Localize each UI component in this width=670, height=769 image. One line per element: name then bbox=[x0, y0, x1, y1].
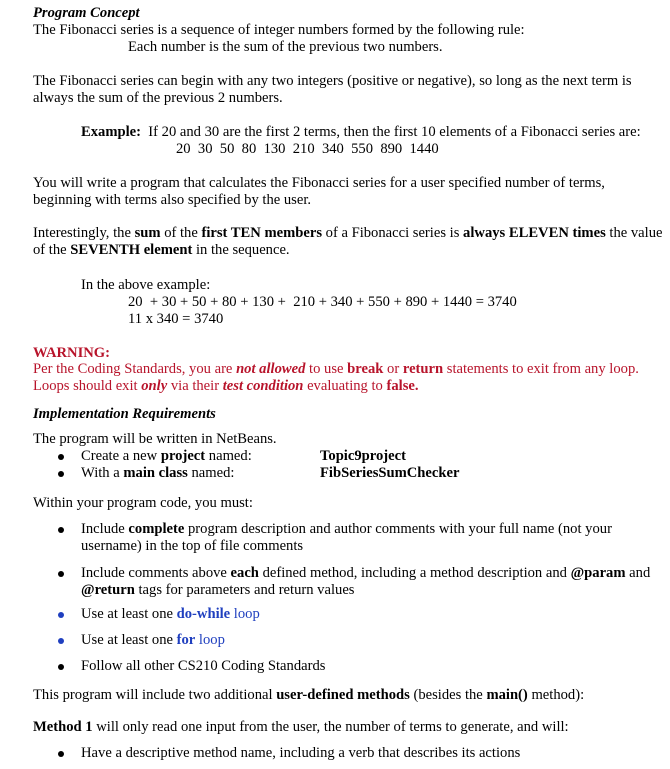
example-text: If 20 and 30 are the first 2 terms, then the first 10 elements of a Fibonacci series are: bbox=[148, 124, 641, 140]
example-series: 20 30 50 80 130 210 340 550 890 1440 bbox=[176, 141, 439, 157]
warning-title: WARNING: bbox=[33, 345, 111, 361]
warning-line-2: Loops should exit only via their test condition evaluating to false. bbox=[33, 378, 419, 394]
requirement-do-while: Use at least one do-while loop bbox=[81, 606, 260, 622]
requirement-item: Include complete program description and author comments with your full name (not your bbox=[81, 521, 612, 537]
section-heading-program-concept: Program Concept bbox=[33, 5, 140, 21]
bullet-dot-icon bbox=[58, 471, 64, 477]
requirement-item: Include comments above each defined method, including a method description and @param and bbox=[81, 565, 651, 581]
main-class-value: FibSeriesSumChecker bbox=[320, 465, 460, 481]
netbeans-text: The program will be written in NetBeans. bbox=[33, 431, 277, 447]
paragraph-line: beginning with terms also specified by the user. bbox=[33, 192, 312, 208]
project-name-label: Create a new project named: bbox=[81, 448, 252, 464]
bullet-dot-icon bbox=[58, 638, 64, 644]
bullet-dot-icon bbox=[58, 454, 64, 460]
requirement-for-loop: Use at least one for loop bbox=[81, 632, 225, 648]
interesting-line-2: of the SEVENTH element in the sequence. bbox=[33, 242, 290, 258]
warning-line-1: Per the Coding Standards, you are not allowed to use break or return statements to exit from any loop. bbox=[33, 361, 639, 377]
example-line bbox=[81, 124, 641, 141]
paragraph-line: You will write a program that calculates the Fibonacci series for a user specified number of terms, bbox=[33, 175, 605, 191]
requirement-item-cont: username) in the top of file comments bbox=[81, 538, 304, 554]
main-class-label: With a main class named: bbox=[81, 465, 235, 481]
example-label: Example: bbox=[81, 124, 141, 140]
method1-intro: Method 1 will only read one input from the user, the number of terms to generate, and will: bbox=[33, 719, 569, 735]
bullet-dot-icon bbox=[58, 527, 64, 533]
sum-line: 20 + 30 + 50 + 80 + 130 + 210 + 340 + 550 + 890 + 1440 = 3740 bbox=[128, 294, 517, 310]
interesting-line-1: Interestingly, the sum of the first TEN members of a Fibonacci series is always ELEVEN times the value bbox=[33, 225, 663, 241]
bullet-dot-icon bbox=[58, 751, 64, 757]
section-heading-implementation: Implementation Requirements bbox=[33, 406, 216, 422]
above-example-label: In the above example: bbox=[81, 277, 211, 293]
requirement-item-cont: @return tags for parameters and return values bbox=[81, 582, 355, 598]
requirement-item: Follow all other CS210 Coding Standards bbox=[81, 658, 326, 674]
within-text: Within your program code, you must: bbox=[33, 495, 253, 511]
method1-bullet: Have a descriptive method name, including a verb that describes its actions bbox=[81, 745, 521, 761]
bullet-dot-icon bbox=[58, 571, 64, 577]
mult-line: 11 x 340 = 3740 bbox=[128, 311, 224, 327]
project-name-value: Topic9project bbox=[320, 448, 406, 464]
rule-text: Each number is the sum of the previous two numbers. bbox=[128, 39, 443, 55]
paragraph-line: The Fibonacci series can begin with any two integers (positive or negative), so long as the next term is bbox=[33, 73, 632, 89]
bullet-dot-icon bbox=[58, 612, 64, 618]
intro-text: The Fibonacci series is a sequence of integer numbers formed by the following rule: bbox=[33, 22, 525, 38]
methods-intro: This program will include two additional user-defined methods (besides the main() method): bbox=[33, 687, 585, 703]
bullet-dot-icon bbox=[58, 664, 64, 670]
paragraph-line: always the sum of the previous 2 numbers. bbox=[33, 90, 283, 106]
